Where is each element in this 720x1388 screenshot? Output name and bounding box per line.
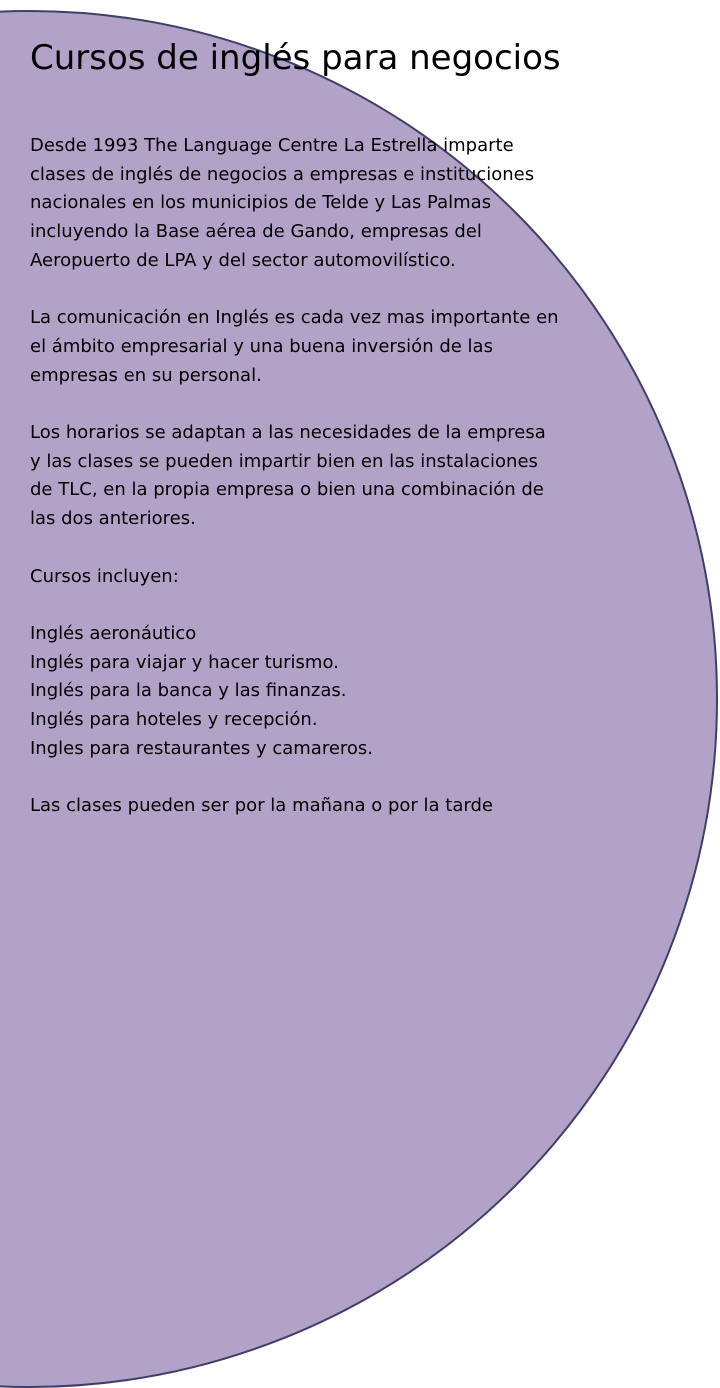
courses-heading (30, 563, 600, 592)
text-line: empresas en su personal. (30, 364, 262, 386)
text-line: incluyendo la Base aérea de Gando, empresas del (30, 221, 482, 243)
paragraph-intro (30, 132, 600, 276)
text-line: y las clases se pueden impartir bien en las instalaciones (30, 450, 538, 472)
courses-list (30, 620, 600, 764)
course-item: Ingles para restaurantes y camareros. (30, 737, 374, 759)
text-line: Los horarios se adaptan a las necesidades de la empresa (30, 422, 546, 443)
text-line: las dos anteriores. (30, 508, 196, 530)
text-line: el ámbito empresarial y una buena inversión de las (30, 335, 493, 357)
paragraph-gap (30, 591, 600, 620)
text-line: La comunicación en Inglés es cada vez mas importante en (30, 307, 559, 329)
text-line: nacionales en los municipios de Telde y Las Palmas (30, 192, 492, 214)
text-line: Aeropuerto de LPA y del sector automovilístico. (30, 249, 456, 271)
text-line: Cursos incluyen: (30, 565, 179, 587)
text-line: clases de inglés de negocios a empresas e instituciones (30, 163, 535, 185)
body-text (30, 132, 600, 821)
text-line: Desde 1993 The Language Centre La Estrella imparte (30, 135, 514, 156)
paragraph-gap (30, 390, 600, 419)
course-item: Inglés para viajar y hacer turismo. (30, 651, 339, 673)
paragraph-schedule (30, 419, 600, 534)
course-item: Inglés para hoteles y recepción. (30, 709, 318, 730)
course-item: Inglés para la banca y las finanzas. (30, 680, 347, 702)
paragraph-gap (30, 534, 600, 563)
page-title: Cursos de inglés para negocios (30, 38, 561, 78)
paragraph-gap (30, 276, 600, 305)
paragraph-gap (30, 763, 600, 792)
course-item: Inglés aeronáutico (30, 622, 197, 644)
text-line: Las clases pueden ser por la mañana o por la tarde (30, 795, 493, 817)
paragraph-communication (30, 304, 600, 390)
paragraph-timing (30, 792, 600, 821)
text-line: de TLC, en la propia empresa o bien una combinación de (30, 479, 544, 501)
